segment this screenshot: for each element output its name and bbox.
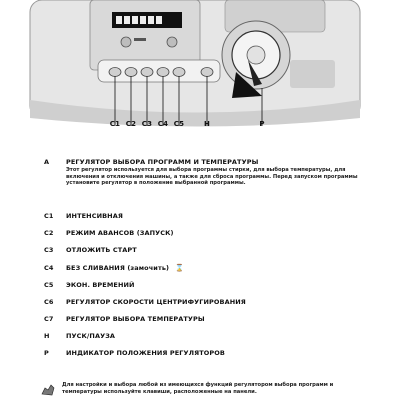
legend-description-a: Этот регулятор используется для выбора программы стирки, для выбора температуры, для включения и отключения машины, а также для сброса программы. Перед запуском программы установите регулятор в положение выбранной программы. (66, 167, 358, 186)
legend-label: ПУСК/ПАУЗА (66, 332, 116, 340)
legend-label: РЕГУЛЯТОР ВЫБОРА ТЕМПЕРАТУРЫ (66, 315, 205, 323)
legend-item-c7 (44, 315, 205, 323)
button-c1[interactable] (109, 68, 121, 77)
legend-key: C5 (44, 281, 54, 289)
legend-item-c4 (44, 264, 184, 272)
legend-key: H (44, 332, 50, 340)
legend-key: C4 (44, 264, 54, 272)
legend-item-h (44, 332, 115, 340)
legend-item-p (44, 349, 225, 357)
legend-item-c5 (44, 281, 135, 289)
legend-label: ИНДИКАТОР ПОЛОЖЕНИЯ РЕГУЛЯТОРОВ (66, 349, 225, 357)
legend-key: C6 (44, 298, 54, 306)
callout-p: P (259, 120, 265, 128)
legend-label: БЕЗ СЛИВАНИЯ (замочить) (66, 264, 170, 272)
legend-label: ЭКОН. ВРЕМЕНИЙ (66, 281, 135, 289)
hand-note-icon (40, 382, 56, 398)
button-c2[interactable] (125, 68, 137, 77)
button-h[interactable] (201, 68, 213, 77)
callout-c3: C3 (141, 120, 153, 128)
legend-item-c1 (44, 212, 123, 220)
legend-label: РЕГУЛЯТОР ВЫБОРА ПРОГРАММ И ТЕМПЕРАТУРЫ (66, 158, 259, 166)
legend-key: P (44, 349, 49, 357)
legend-item-a (44, 158, 258, 166)
legend-label: ИНТЕНСИВНАЯ (66, 212, 123, 220)
legend-key: C2 (44, 229, 54, 237)
display-area (90, 0, 200, 70)
callout-c4: C4 (157, 120, 169, 128)
callout-h: H (203, 120, 211, 128)
legend-label: ОТЛОЖИТЬ СТАРТ (66, 246, 137, 254)
legend-item-c6 (44, 298, 246, 306)
legend-label: РЕГУЛЯТОР СКОРОСТИ ЦЕНТРИФУГИРОВАНИЯ (66, 298, 246, 306)
button-c3[interactable] (141, 68, 153, 77)
button-c4[interactable] (157, 68, 169, 77)
display-button-left[interactable] (121, 37, 131, 47)
timer-icon: ⌛ (175, 264, 184, 272)
note-text: Для настройки и выбора любой из имеющихся функций регулятором выбора программ и температуры используйте клавиши, расположенные на панели. (62, 382, 334, 395)
legend-item-c3 (44, 246, 137, 254)
callout-c2: C2 (125, 120, 137, 128)
button-c5[interactable] (173, 68, 185, 77)
legend-key: C7 (44, 315, 54, 323)
callout-c1: C1 (109, 120, 121, 128)
legend-item-c2 (44, 229, 174, 237)
legend-key: C3 (44, 246, 54, 254)
display-button-right[interactable] (167, 37, 177, 47)
callout-c5: C5 (173, 120, 185, 128)
display-screen (112, 12, 182, 28)
control-panel-illustration (0, 0, 400, 140)
legend-key: C1 (44, 212, 54, 220)
legend-label: РЕЖИМ АВАНСОВ (ЗАПУСК) (66, 229, 174, 237)
legend-key: A (44, 158, 50, 166)
callout-labels (0, 120, 400, 140)
